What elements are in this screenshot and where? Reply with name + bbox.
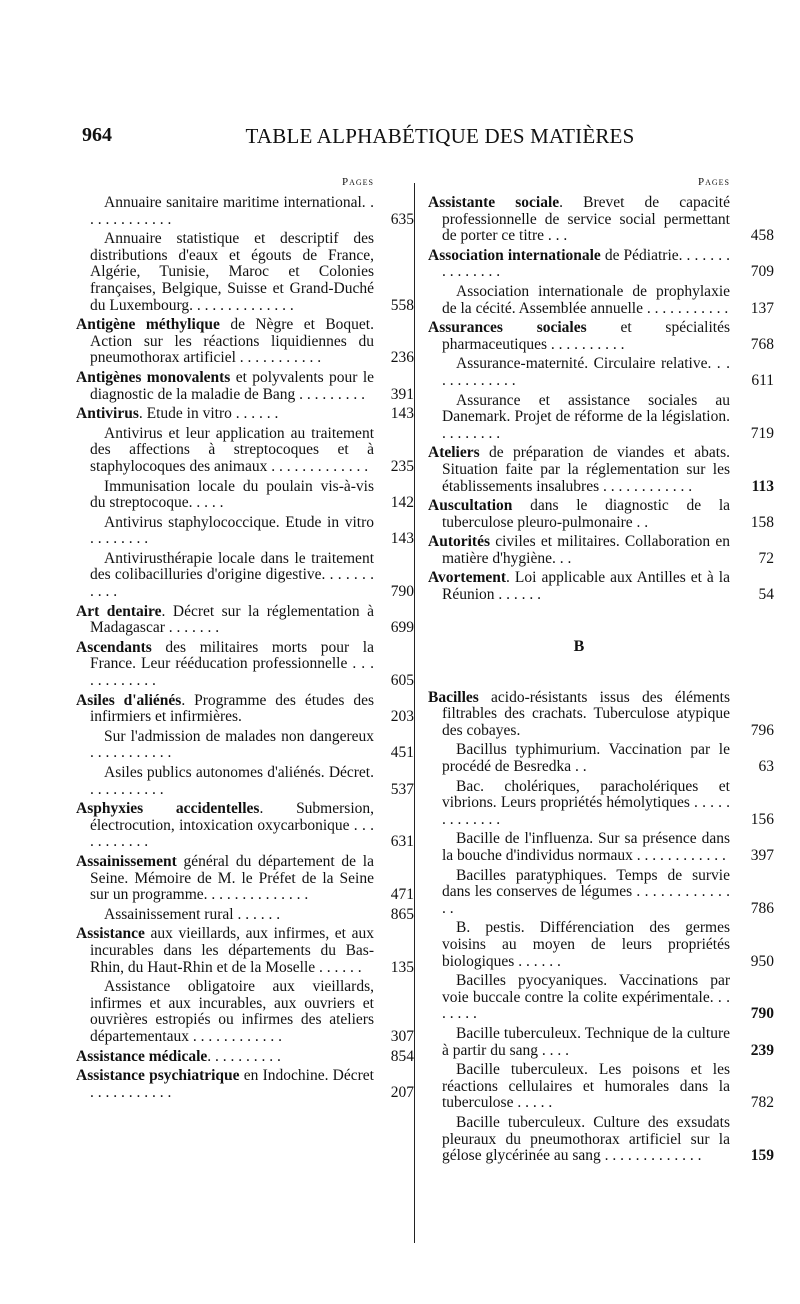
entry-page-number: 865 (390, 905, 414, 923)
entry-text: . Loi applicable aux Antilles et à la Réunion . . . . . . (442, 569, 730, 604)
entry-page-number: 203 (390, 708, 414, 726)
entry-page-number: 63 (758, 758, 774, 776)
index-entry (76, 1067, 414, 1101)
entry-text: Annuaire sanitaire maritime international. . . . . . . . . . . . . (90, 194, 374, 228)
index-entry (76, 405, 414, 423)
entry-keyword: Avortement (428, 569, 507, 587)
entry-text: Antivirusthérapie locale dans le traitement des colibacilluries d'origine digestive. . . . . . . . . . . (90, 549, 374, 601)
entry-page-number: 135 (390, 958, 414, 976)
entry-keyword: Assistance médicale (76, 1047, 208, 1065)
entry-page-number: 239 (750, 1041, 774, 1059)
entry-page-number: 235 (390, 457, 414, 475)
entry-text: de Nègre et Boquet. Action sur les réactions liquidiennes du pneumothorax artificiel . . . . . . . . . . . (90, 316, 374, 367)
entry-keyword: Bacilles (428, 688, 479, 706)
entry-page-number: 158 (750, 513, 774, 531)
page-number: 964 (82, 124, 112, 146)
entry-keyword: Asphyxies accidentelles (76, 800, 260, 818)
index-entry (76, 368, 414, 403)
entry-text: de préparation de viandes et abats. Situation faite par la réglementation sur les établissements insalubres . . . . . . . . . . . . (442, 444, 730, 495)
entry-page-number: 854 (390, 1047, 414, 1065)
entry-text: . Programme des études des infirmiers et infirmières. (90, 691, 374, 726)
entry-page-number: 159 (750, 1147, 774, 1165)
entry-text: Annuaire statistique et descriptif des distributions d'eaux et égouts de France, Algérie, Tunisie, Maroc et Colonies françaises, Belgique, Suisse et Grand-Duché du Luxembourg. . . . . . . . . . . . . . (90, 230, 374, 314)
index-entry (428, 497, 774, 531)
entry-text: de Pédiatrie. . . . . . . . . . . . . . . (442, 246, 730, 281)
index-entry (76, 852, 414, 904)
entry-text: Sur l'admission de malades non dangereux . . . . . . . . . . . (90, 727, 374, 762)
entry-text: Antivirus et leur application au traitement des affections à streptocoques et à staphylocoques des animaux . . . . . . . . . . . . . (90, 424, 374, 475)
entry-text: et polyvalents pour le diagnostic de la maladie de Bang . . . . . . . . . (90, 368, 375, 403)
entry-page-number: 471 (390, 886, 414, 904)
entry-page-number: 786 (750, 899, 774, 917)
index-entry (428, 741, 774, 776)
index-entry (428, 830, 774, 864)
pages-column-label: Pages (341, 176, 374, 188)
entry-text: . Submersion, électrocution, intoxication oxycarbonique . . . . . . . . . . . (90, 800, 374, 851)
entry-text: des militaires morts pour la France. Leur rééducation professionnelle . . . . . . . . . . . . (90, 638, 374, 690)
entry-text: Immunisation locale du poulain vis-à-vis du streptocoque. . . . . (90, 477, 374, 512)
entry-text: . . . . . . . . . . (207, 1047, 281, 1065)
index-entry (76, 513, 414, 548)
entry-text: civiles et militaires. Collaboration en matière d'hygiène. . . (442, 533, 730, 567)
entry-page-number: 796 (750, 721, 774, 739)
index-entry (76, 978, 414, 1045)
entry-page-number: 397 (750, 847, 774, 864)
index-entry (76, 602, 414, 637)
entry-page-number: 143 (390, 530, 414, 548)
entry-page-number: 156 (750, 810, 774, 828)
index-entry (428, 1024, 774, 1059)
entry-text: et spécialités pharmaceutiques . . . . . . . . . . (442, 319, 730, 353)
index-entry (76, 424, 414, 476)
entry-text: Antivirus staphylococcique. Etude in vitro . . . . . . . . (90, 513, 374, 548)
running-head: TABLE ALPHABÉTIQUE DES MATIÈRES (245, 124, 635, 148)
entry-page-number: 207 (390, 1083, 414, 1101)
index-entry (428, 866, 774, 918)
entry-text: Bac. cholériques, paracholériques et vibrions. Leurs propriétés hémolytiques . . . . . . . . . . . . . (442, 777, 730, 828)
entry-page-number: 143 (390, 405, 414, 423)
entry-page-number: 142 (390, 494, 414, 512)
entry-keyword: Antivirus (76, 405, 139, 423)
entry-text: Assainissement rural . . . . . . (104, 905, 281, 923)
entry-keyword: Ascendants (76, 638, 152, 656)
right-entry-list-a (428, 194, 774, 604)
left-entry-list (76, 194, 414, 1101)
section-letter: B (573, 637, 585, 655)
entry-keyword: Assistante sociale (428, 194, 560, 211)
index-entry (428, 688, 774, 740)
entry-text: Bacille tuberculeux. Culture des exsudats pleuraux du pneumothorax artificiel sur la gélose glycérinée au sang . . . . . . . . . . . . . (442, 1113, 730, 1165)
entry-page-number: 451 (390, 744, 414, 762)
entry-page-number: 558 (390, 296, 414, 314)
entry-page-number: 113 (751, 477, 774, 495)
index-entry (428, 1113, 774, 1165)
entry-page-number: 137 (750, 299, 774, 317)
entry-page-number: 236 (390, 349, 414, 367)
entry-text: . Brevet de capacité professionnelle de service social permettant de porter ce titre . . . (442, 194, 730, 245)
index-entry (76, 800, 414, 851)
index-entry (76, 905, 414, 924)
entry-text: Bacille tuberculeux. Technique de la culture à partir du sang . . . . (442, 1024, 730, 1059)
entry-keyword: Antigène méthylique (76, 316, 220, 334)
index-entry (428, 444, 774, 495)
entry-text: en Indochine. Décret . . . . . . . . . . . (90, 1067, 374, 1101)
entry-page-number: 635 (390, 210, 414, 228)
entry-text: aux vieillards, aux infirmes, et aux incurables dans les départements du Bas-Rhin, du Haut-Rhin et de la Moselle . . . . . . (90, 925, 374, 976)
entry-keyword: Assistance (76, 925, 145, 943)
entry-page-number: 709 (750, 263, 774, 281)
index-entry (428, 533, 774, 567)
entry-page-number: 537 (390, 780, 414, 798)
entry-keyword: Auscultation (428, 497, 513, 515)
entry-text: B. pestis. Différenciation des germes voisins au moyen de leurs propriétés biologiques . . . . . . (442, 919, 730, 970)
entry-text: Association internationale de prophylaxie de la cécité. Assemblée annuelle . . . . . . . . . . . (442, 282, 730, 317)
entry-page-number: 782 (750, 1094, 774, 1112)
index-entry (428, 972, 774, 1023)
entry-text: Assistance obligatoire aux vieillards, infirmes et aux incurables, aux ouvriers et ouvrières estropiés ou infirmes des ateliers départementaux . . . . . . . . . . . . (90, 978, 374, 1045)
entry-page-number: 72 (758, 549, 774, 567)
index-entry (428, 319, 774, 353)
entry-text: . Décret sur la réglementation à Madagascar . . . . . . . (90, 602, 374, 637)
pages-column-label: Pages (697, 176, 730, 188)
index-entry (76, 230, 414, 314)
right-entry-list-b (428, 688, 774, 1165)
index-entry (428, 194, 774, 245)
index-entry (76, 691, 414, 726)
index-entry (76, 316, 414, 367)
entry-text: Assurance-maternité. Circulaire relative. . . . . . . . . . . . . (442, 355, 730, 389)
entry-keyword: Assistance psychiatrique (76, 1067, 240, 1085)
index-entry (428, 391, 774, 443)
entry-keyword: Antigènes monovalents (76, 368, 231, 386)
right-column (428, 175, 774, 1168)
entry-text: Asiles publics autonomes d'aliénés. Décret. . . . . . . . . . . (90, 764, 374, 798)
entry-keyword: Art dentaire (76, 602, 162, 620)
entry-page-number: 54 (758, 586, 774, 604)
entry-keyword: Ateliers (428, 444, 480, 462)
entry-text: Bacille tuberculeux. Les poisons et les réactions cellulaires et humorales dans la tuberculose . . . . . (442, 1061, 730, 1112)
entry-keyword: Autorités (428, 533, 490, 551)
entry-text: général du département de la Seine. Mémoire de M. le Préfet de la Seine sur un programme. . . . . . . . . . . . . . (90, 852, 374, 904)
entry-keyword: Assainissement (76, 852, 177, 870)
entry-keyword: Association internationale (428, 246, 601, 264)
entry-text: Bacilles pyocyaniques. Vaccinations par voie buccale contre la colite expérimentale. . . . . . . . (442, 972, 730, 1023)
index-entry (428, 282, 774, 317)
index-entry (76, 727, 414, 762)
entry-text: Bacille de l'influenza. Sur sa présence dans la bouche d'individus normaux . . . . . . . . . . . . (442, 830, 730, 864)
index-entry (428, 777, 774, 829)
entry-text: Bacilles paratyphiques. Temps de survie dans les conserves de légumes . . . . . . . . . . . . . . (442, 866, 730, 917)
entry-page-number: 605 (390, 672, 414, 690)
entry-page-number: 719 (750, 424, 774, 442)
entry-page-number: 611 (751, 371, 774, 389)
entry-page-number: 790 (750, 1005, 774, 1023)
index-entry (76, 477, 414, 512)
column-divider (414, 183, 415, 1243)
index-entry (76, 1047, 414, 1066)
entry-page-number: 391 (390, 385, 414, 403)
left-column (76, 175, 414, 1104)
index-entry (76, 638, 414, 690)
entry-page-number: 699 (390, 619, 414, 637)
entry-text: Assurance et assistance sociales au Danemark. Projet de réforme de la législation. . . . . . . . . (442, 391, 730, 442)
entry-text: . Etude in vitro . . . . . . (138, 405, 279, 423)
entry-text: dans le diagnostic de la tuberculose pleuro-pulmonaire . . (442, 497, 730, 531)
entry-page-number: 631 (390, 833, 414, 851)
entry-keyword: Assurances sociales (428, 319, 587, 337)
index-entry (428, 919, 774, 970)
entry-keyword: Asiles d'aliénés (76, 691, 182, 709)
index-entry (428, 1061, 774, 1112)
index-entry (76, 549, 414, 601)
entry-page-number: 307 (390, 1027, 414, 1045)
entry-page-number: 790 (390, 583, 414, 601)
index-entry (76, 925, 414, 976)
index-entry (428, 569, 774, 604)
index-entry (76, 764, 414, 798)
entry-page-number: 950 (750, 952, 774, 970)
index-entry (428, 355, 774, 389)
entry-text: Bacillus typhimurium. Vaccination par le procédé de Besredka . . (442, 741, 730, 776)
index-entry (76, 194, 414, 228)
index-entry (428, 246, 774, 281)
entry-page-number: 458 (750, 227, 774, 245)
entry-page-number: 768 (750, 335, 774, 353)
entry-text: acido-résistants issus des éléments filtrables des crachats. Tuberculose atypique des cobayes. (442, 688, 730, 739)
